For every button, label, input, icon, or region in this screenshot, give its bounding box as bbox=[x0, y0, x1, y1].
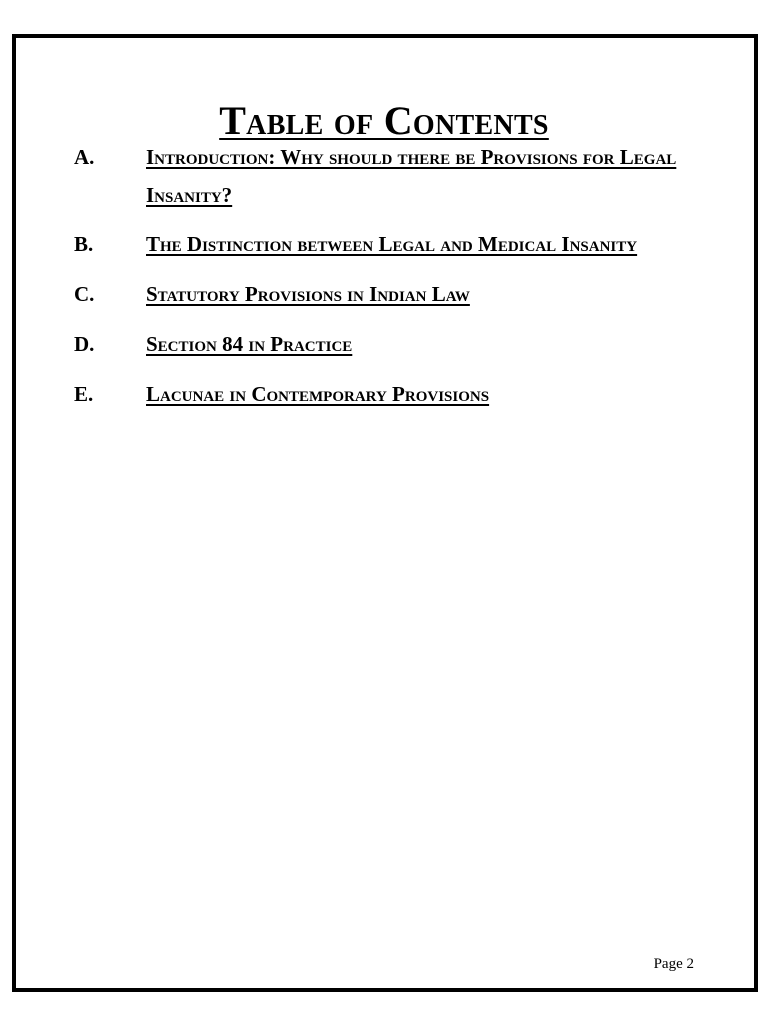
toc-letter-d: D. bbox=[74, 332, 95, 356]
toc-link-distinction[interactable]: The Distinction between Legal and Medical Insanity bbox=[146, 232, 638, 256]
toc-item-d bbox=[74, 325, 694, 363]
toc-item-b bbox=[74, 225, 694, 263]
toc-link-statutory-provisions[interactable]: Statutory Provisions in Indian Law bbox=[146, 282, 470, 306]
toc-link-section-84[interactable]: Section 84 in Practice bbox=[146, 332, 353, 356]
toc-link-introduction[interactable]: Introduction: Why should there be Provisions for Legal Insanity? bbox=[146, 145, 677, 207]
page-number: Page 2 bbox=[653, 956, 694, 972]
table-of-contents bbox=[74, 138, 694, 413]
toc-item-c bbox=[74, 275, 694, 313]
toc-letter-c: C. bbox=[74, 282, 95, 306]
toc-item-a bbox=[74, 138, 694, 214]
document-title: Table of Contents bbox=[219, 97, 549, 143]
toc-link-lacunae[interactable]: Lacunae in Contemporary Provisions bbox=[146, 382, 490, 406]
toc-letter-e: E. bbox=[74, 382, 94, 406]
toc-item-e bbox=[74, 375, 694, 413]
toc-letter-a: A. bbox=[74, 145, 95, 169]
toc-letter-b: B. bbox=[74, 232, 94, 256]
